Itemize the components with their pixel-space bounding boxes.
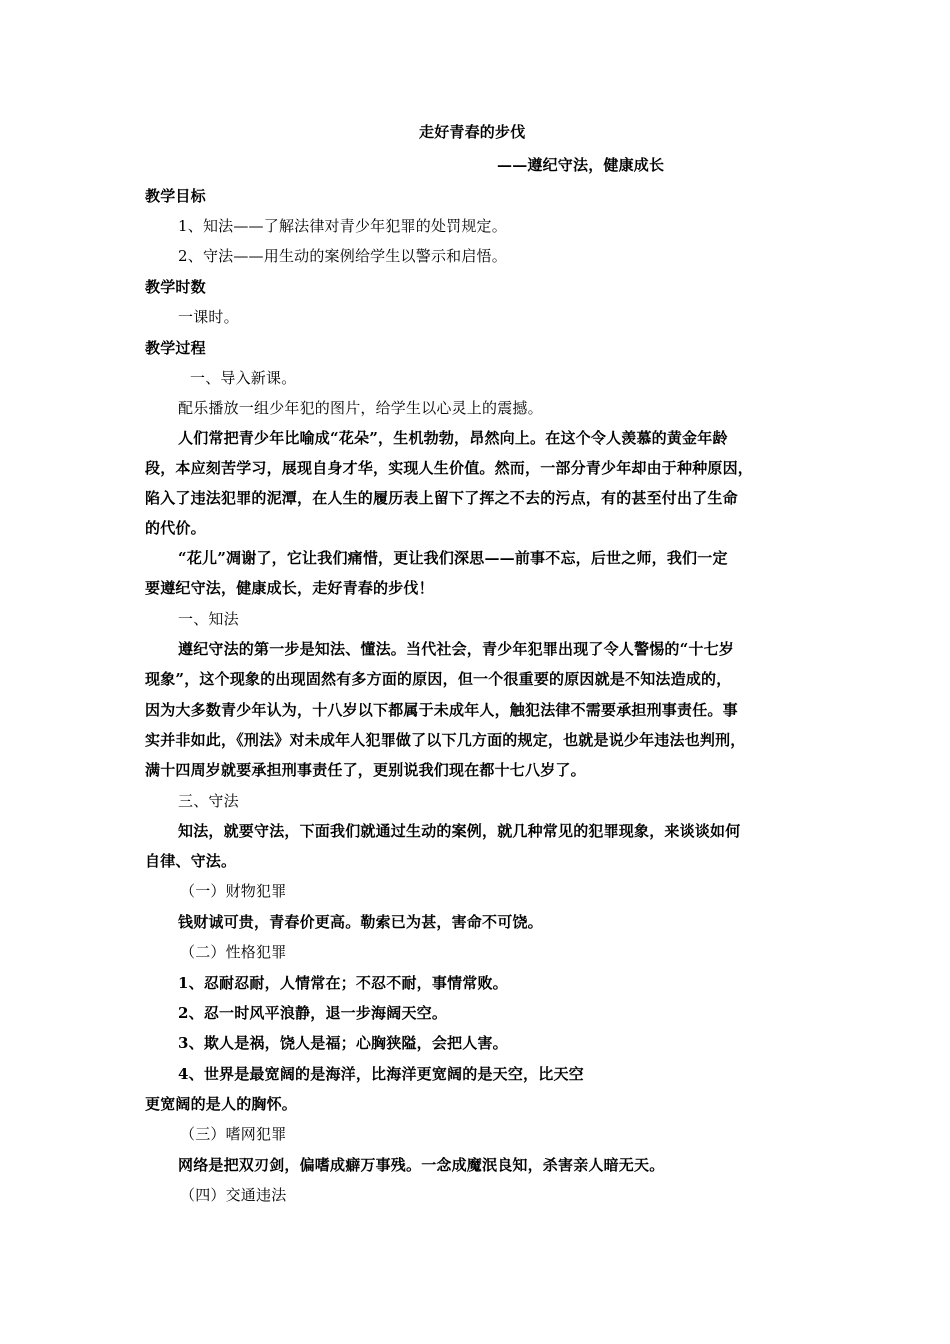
section3-heading: （三）嗜网犯罪 bbox=[180, 1125, 287, 1143]
section2-item: 4、世界是最宽阔的是海洋，比海洋更宽阔的是天空，比天空 bbox=[178, 1065, 584, 1083]
para1-line: 人们常把青少年比喻成“花朵”，生机勃勃，昂然向上。在这个令人羡慕的黄金年龄 bbox=[178, 429, 728, 447]
section4-heading: （四）交通违法 bbox=[180, 1186, 287, 1204]
know-heading: 一、知法 bbox=[178, 610, 239, 628]
section3-text: 网络是把双刃剑，偏嗜成癖万事残。一念成魔泯良知，杀害亲人暗无天。 bbox=[178, 1156, 665, 1174]
intro-text: 配乐播放一组少年犯的图片，给学生以心灵上的震撼。 bbox=[178, 399, 543, 417]
section2-item: 1、忍耐忍耐，人情常在；不忍不耐，事情常败。 bbox=[178, 974, 508, 992]
objectives-heading: 教学目标 bbox=[145, 187, 206, 205]
know-para-line: 因为大多数青少年认为，十八岁以下都属于未成年人，触犯法律不需要承担刑事责任。事 bbox=[145, 701, 738, 719]
section1-heading: （一）财物犯罪 bbox=[180, 882, 287, 900]
para2-line: “花儿”凋谢了，它让我们痛惜，更让我们深思——前事不忘，后世之师，我们一定 bbox=[178, 549, 728, 567]
intro-heading: 一、导入新课。 bbox=[190, 369, 297, 387]
section2-tail: 更宽阔的是人的胸怀。 bbox=[145, 1095, 298, 1113]
hours-value: 一课时。 bbox=[178, 308, 239, 326]
para2-line: 要遵纪守法，健康成长，走好青春的步伐！ bbox=[145, 579, 434, 597]
para1-line: 段，本应刻苦学习，展现自身才华，实现人生价值。然而，一部分青少年却由于种种原因， bbox=[145, 459, 754, 477]
section2-item: 3、欺人是祸，饶人是福；心胸狭隘，会把人害。 bbox=[178, 1034, 508, 1052]
obey-para-line: 自律、守法。 bbox=[145, 852, 237, 870]
know-para-line: 实并非如此，《刑法》对未成年人犯罪做了以下几方面的规定，也就是说少年违法也判刑， bbox=[145, 731, 746, 749]
obey-para-line: 知法，就要守法，下面我们就通过生动的案例，就几种常见的犯罪现象，来谈谈如何 bbox=[178, 822, 741, 840]
objective-item: 2、守法——用生动的案例给学生以警示和启悟。 bbox=[178, 247, 507, 265]
know-para-line: 现象”，这个现象的出现固然有多方面的原因，但一个很重要的原因就是不知法造成的， bbox=[145, 670, 732, 688]
section2-heading: （二）性格犯罪 bbox=[180, 943, 287, 961]
para1-line: 陷入了违法犯罪的泥潭，在人生的履历表上留下了挥之不去的污点，有的甚至付出了生命 bbox=[145, 489, 738, 507]
page-title: 走好青春的步伐 bbox=[419, 123, 526, 141]
know-para-line: 遵纪守法的第一步是知法、懂法。当代社会，青少年犯罪出现了令人警惕的“十七岁 bbox=[178, 640, 735, 658]
obey-heading: 三、守法 bbox=[178, 792, 239, 810]
process-heading: 教学过程 bbox=[145, 339, 206, 357]
section2-item: 2、忍一时风平浪静，退一步海阔天空。 bbox=[178, 1004, 448, 1022]
know-para-line: 满十四周岁就要承担刑事责任了，更别说我们现在都十七八岁了。 bbox=[145, 761, 586, 779]
hours-heading: 教学时数 bbox=[145, 278, 206, 296]
section1-text: 钱财诚可贵，青春价更高。勒索已为甚，害命不可饶。 bbox=[178, 913, 543, 931]
page-subtitle: ——遵纪守法，健康成长 bbox=[497, 156, 665, 174]
objective-item: 1、知法——了解法律对青少年犯罪的处罚规定。 bbox=[178, 217, 507, 235]
para1-line: 的代价。 bbox=[145, 519, 206, 537]
